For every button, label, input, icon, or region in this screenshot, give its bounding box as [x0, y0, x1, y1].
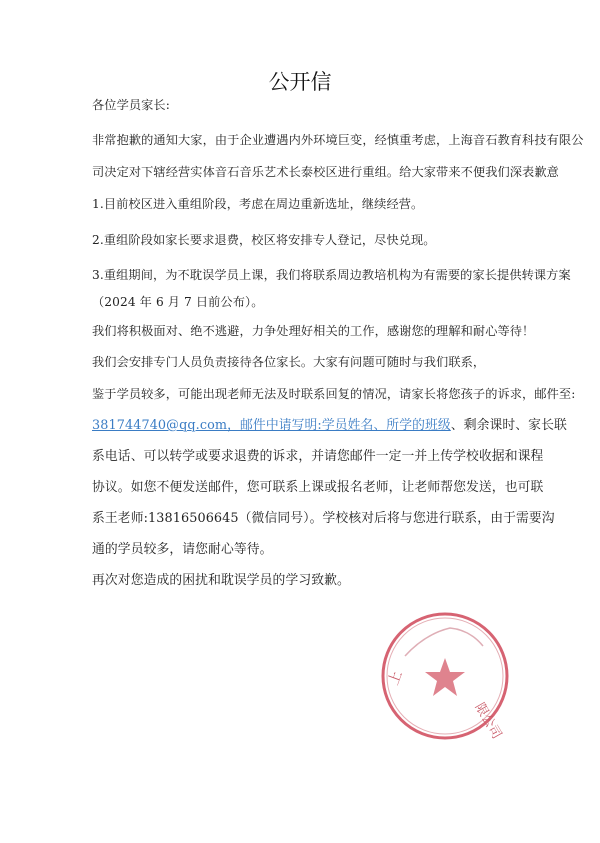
greeting: 各位学员家长: — [92, 98, 170, 112]
paragraph-line: 鉴于学员较多，可能出现老师无法及时联系回复的情况，请家长将您孩子的诉求，邮件至: — [92, 387, 576, 401]
email-line — [92, 418, 567, 434]
email-line-rest: 、剩余课时、家长联 — [450, 418, 567, 433]
paragraph-line: 再次对您造成的困扰和耽误学员的学习致歉。 — [92, 573, 350, 588]
svg-text:上: 上 — [385, 668, 406, 688]
paragraph-line: 协议。如您不便发送邮件，您可联系上课或报名老师，让老师帮您发送，也可联 — [92, 480, 544, 495]
star-icon — [425, 658, 465, 696]
svg-text:限公司: 限公司 — [471, 700, 505, 742]
paragraph-line: 1.目前校区进入重组阶段，考虑在周边重新选址，继续经营。 — [92, 197, 424, 211]
paragraph-line: 系电话、可以转学或要求退费的诉求，并请您邮件一定一并上传学校收据和课程 — [92, 449, 544, 464]
paragraph-line: 非常抱歉的通知大家，由于企业遭遇内外环境巨变，经慎重考虑，上海音石教育科技有限公 — [92, 133, 584, 147]
company-seal-stamp — [375, 606, 515, 746]
paragraph-line: 3.重组期间，为不耽误学员上课，我们将联系周边教培机构为有需要的家长提供转课方案 — [92, 268, 571, 282]
paragraph-line: 司决定对下辖经营实体音石音乐艺术长泰校区进行重组。给大家带来不便我们深表歉意 — [92, 165, 559, 179]
paragraph-line: 2.重组阶段如家长要求退费，校区将安排专人登记，尽快兑现。 — [92, 233, 436, 247]
paragraph-line: 我们将积极面对、绝不逃避，力争处理好相关的工作，感谢您的理解和耐心等待！ — [92, 324, 535, 338]
email-link[interactable]: 381744740@qq.com，邮件中请写明:学员姓名、所学的班级 — [92, 418, 451, 433]
paragraph-line: 我们会安排专门人员负责接待各位家长。大家有问题可随时与我们联系， — [92, 355, 486, 369]
paragraph-line: 系王老师:13816506645（微信同号）。学校核对后将与您进行联系，由于需要沟 — [92, 511, 555, 526]
paragraph-line: （2024 年 6 月 7 日前公布）。 — [92, 295, 264, 309]
paragraph-line: 通的学员较多，请您耐心等待。 — [92, 542, 273, 557]
letter-title: 公开信 — [268, 70, 332, 94]
